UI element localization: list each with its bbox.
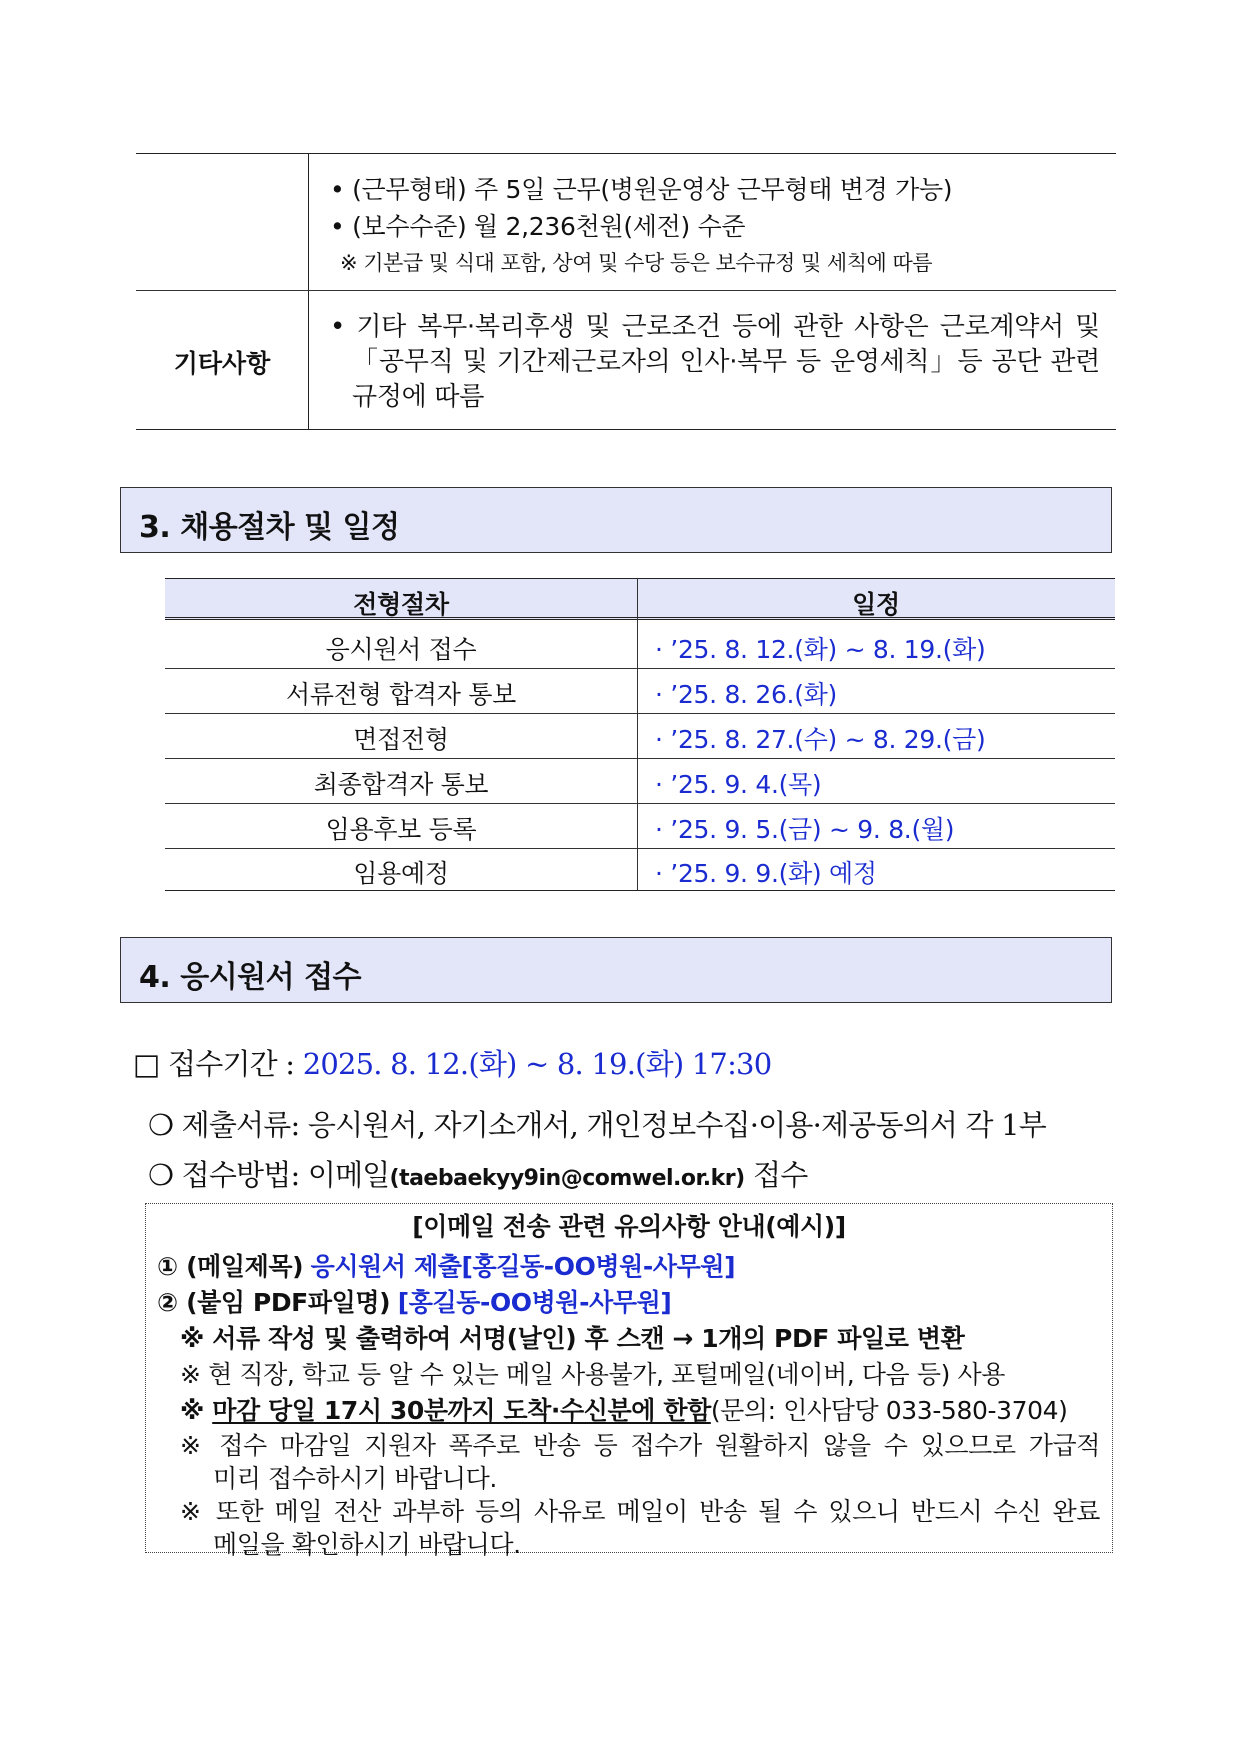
section-3-header (120, 487, 1112, 553)
section-3-title: 3. 채용절차 및 일정 (139, 510, 400, 545)
schedule-row-line (165, 668, 1115, 669)
application-period (133, 1042, 771, 1083)
schedule-date-5: · ’25. 9. 5.(금) ~ 9. 8.(월) (655, 815, 955, 844)
schedule-row-line (165, 803, 1115, 804)
schedule-step-6: 임용예정 (353, 859, 449, 888)
schedule-header-step: 전형절차 (353, 590, 449, 619)
schedule-date-4: · ’25. 9. 4.(목) (655, 770, 822, 799)
schedule-step-4: 최종합격자 통보 (313, 770, 489, 799)
schedule-table-border-bottom (165, 890, 1115, 891)
email-subject-item (157, 1247, 735, 1283)
email-subject-label: ① (메일제목) (157, 1252, 304, 1281)
notice-confirm-receipt-line-2: 메일을 확인하시기 바랍니다. (213, 1530, 521, 1559)
notice-confirm-receipt-line-1: ※ 또한 메일 전산 과부하 등의 사유로 메일이 반송 될 수 있으니 반드시 수신 완료 (180, 1497, 1100, 1526)
schedule-row-line (165, 848, 1115, 849)
work-type-bullet: • (근무형태) 주 5일 근무(병원운영상 근무형태 변경 가능) (330, 175, 953, 204)
top-table-border-top (136, 153, 1116, 154)
submission-email: (taebaekyy9in@comwel.or.kr) (389, 1166, 745, 1191)
pdf-filename-value: [홍길동-OO병원-사무원] (397, 1288, 672, 1317)
schedule-row-line (165, 758, 1115, 759)
schedule-row-line (165, 713, 1115, 714)
salary-bullet: • (보수수준) 월 2,236천원(세전) 수준 (330, 212, 746, 241)
submission-method-suffix: 접수 (744, 1158, 808, 1192)
email-subject-value: 응시원서 제출[홍길동-OO병원-사무원] (310, 1252, 736, 1281)
top-table-border-bottom (136, 429, 1116, 430)
schedule-date-3: · ’25. 8. 27.(수) ~ 8. 29.(금) (655, 725, 986, 754)
application-period-value: 2025. 8. 12.(화) ~ 8. 19.(화) 17:30 (302, 1047, 772, 1081)
notice-deadline-contact: (문의: 인사담당 033-580-3704) (710, 1396, 1068, 1425)
pdf-filename-label: ② (붙임 PDF파일명) (157, 1288, 391, 1317)
submission-method (148, 1153, 808, 1194)
other-matters-line-2: 「공무직 및 기간제근로자의 인사·복무 등 운영세칙」등 공단 관련 (352, 347, 1100, 377)
other-matters-line-3: 규정에 따름 (352, 382, 485, 412)
submission-documents: ❍ 제출서류: 응시원서, 자기소개서, 개인정보수집·이용·제공동의서 각 1부 (148, 1108, 1046, 1142)
top-table-divider (308, 153, 309, 429)
other-matters-label: 기타사항 (173, 349, 271, 378)
notice-deadline-bold: 마감 당일 17시 30분까지 도착·수신분에 한함 (212, 1396, 711, 1425)
notice-email-restriction: ※ 현 직장, 학교 등 알 수 있는 메일 사용불가, 포털메일(네이버, 다음 등) 사용 (180, 1360, 1006, 1389)
schedule-step-2: 서류전형 합격자 통보 (286, 680, 516, 709)
notice-scan-pdf: ※ 서류 작성 및 출력하여 서명(날인) 후 스캔 → 1개의 PDF 파일로 변환 (180, 1324, 965, 1353)
other-matters-line-1: • 기타 복무·복리후생 및 근로조건 등에 관한 사항은 근로계약서 및 (330, 312, 1100, 342)
schedule-step-1: 응시원서 접수 (325, 635, 477, 664)
section-4-header (120, 937, 1112, 1003)
schedule-table-divider (637, 578, 638, 890)
schedule-header-date: 일정 (852, 590, 900, 619)
notice-early-submission-line-1: ※ 접수 마감일 지원자 폭주로 반송 등 접수가 원활하지 않을 수 있으므로 가급적 (180, 1431, 1100, 1460)
application-period-label: □ 접수기간 : (133, 1047, 295, 1081)
schedule-date-1: · ’25. 8. 12.(화) ~ 8. 19.(화) (655, 635, 986, 664)
schedule-date-2: · ’25. 8. 26.(화) (655, 680, 837, 709)
schedule-step-5: 임용후보 등록 (325, 815, 477, 844)
pdf-filename-item (157, 1283, 671, 1319)
submission-method-prefix: ❍ 접수방법: 이메일 (148, 1158, 390, 1192)
section-4-title: 4. 응시원서 접수 (139, 960, 362, 995)
email-notice-title: [이메일 전송 관련 유의사항 안내(예시)] (412, 1212, 846, 1241)
salary-note: ※ 기본급 및 식대 포함, 상여 및 수당 등은 보수규정 및 세칙에 따름 (340, 251, 933, 275)
notice-deadline-mark: ※ (180, 1396, 213, 1425)
notice-early-submission-line-2: 미리 접수하시기 바랍니다. (213, 1464, 497, 1493)
notice-deadline (180, 1391, 1067, 1427)
schedule-step-3: 면접전형 (353, 725, 449, 754)
schedule-date-6: · ’25. 9. 9.(화) 예정 (655, 859, 877, 888)
top-table-row-separator (136, 290, 1116, 291)
